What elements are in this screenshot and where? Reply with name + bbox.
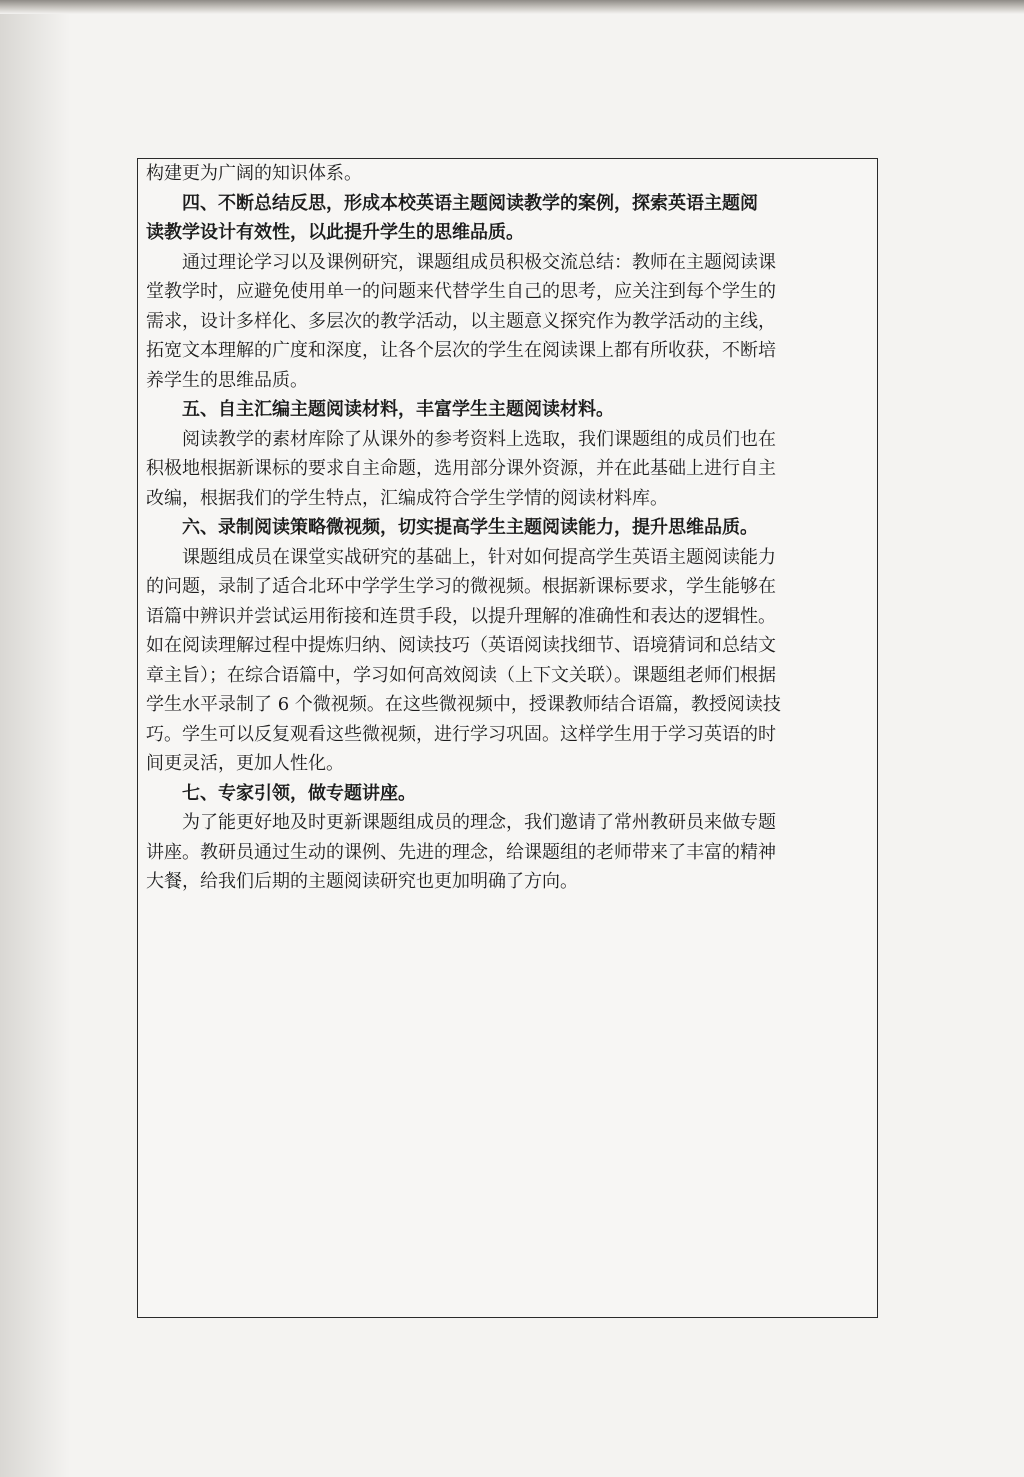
section-heading-line: 四、不断总结反思，形成本校英语主题阅读教学的案例，探索英语主题阅 [182, 192, 758, 214]
body-text-line: 间更灵活，更加人性化。 [146, 753, 344, 774]
body-text-line: 阅读教学的素材库除了从课外的参考资料上选取，我们课题组的成员们也在 [182, 428, 776, 450]
body-text-line: 大餐，给我们后期的主题阅读研究也更加明确了方向。 [146, 871, 578, 892]
section-heading-line: 七、专家引领，做专题讲座。 [182, 782, 416, 804]
body-text-line: 如在阅读理解过程中提炼归纳、阅读技巧（英语阅读找细节、语境猜词和总结文 [146, 635, 776, 656]
page-edge-shadow [0, 0, 70, 1477]
body-text-line: 为了能更好地及时更新课题组成员的理念，我们邀请了常州教研员来做专题 [182, 812, 776, 833]
body-text-line: 养学生的思维品质。 [146, 369, 308, 391]
body-text-line: 改编，根据我们的学生特点，汇编成符合学生学情的阅读材料库。 [146, 487, 668, 509]
body-text-line: 需求，设计多样化、多层次的教学活动，以主题意义探究作为教学活动的主线， [146, 310, 776, 332]
body-text-line: 拓宽文本理解的广度和深度，让各个层次的学生在阅读课上都有所收获，不断培 [146, 340, 776, 361]
body-text-line: 积极地根据新课标的要求自主命题，选用部分课外资源，并在此基础上进行自主 [146, 458, 776, 479]
document-body [146, 159, 874, 897]
section-heading-line: 六、录制阅读策略微视频，切实提高学生主题阅读能力，提升思维品质。 [182, 517, 758, 538]
body-text-line: 通过理论学习以及课例研究，课题组成员积极交流总结：教师在主题阅读课 [182, 251, 776, 273]
body-text-line: 语篇中辨识并尝试运用衔接和连贯手段，以提升理解的准确性和表达的逻辑性。 [146, 605, 776, 627]
body-text-line: 课题组成员在课堂实战研究的基础上，针对如何提高学生英语主题阅读能力 [182, 546, 776, 568]
section-heading-line: 读教学设计有效性，以此提升学生的思维品质。 [146, 222, 524, 243]
document-frame [137, 158, 878, 1318]
body-text-line: 堂教学时，应避免使用单一的问题来代替学生自己的思考，应关注到每个学生的 [146, 281, 776, 302]
body-text-line: 构建更为广阔的知识体系。 [146, 163, 362, 184]
body-text-line: 章主旨）；在综合语篇中，学习如何高效阅读（上下文关联）。课题组老师们根据 [146, 664, 776, 686]
body-text-line: 讲座。教研员通过生动的课例、先进的理念，给课题组的老师带来了丰富的精神 [146, 841, 776, 863]
section-heading-line: 五、自主汇编主题阅读材料，丰富学生主题阅读材料。 [182, 399, 614, 420]
body-text-line: 学生水平录制了 6 个微视频。在这些微视频中，授课教师结合语篇，教授阅读技 [146, 694, 781, 715]
scan-top-shadow [0, 0, 1024, 14]
body-text-line: 巧。学生可以反复观看这些微视频，进行学习巩固。这样学生用于学习英语的时 [146, 723, 776, 745]
body-text-line: 的问题，录制了适合北环中学学生学习的微视频。根据新课标要求，学生能够在 [146, 576, 776, 597]
